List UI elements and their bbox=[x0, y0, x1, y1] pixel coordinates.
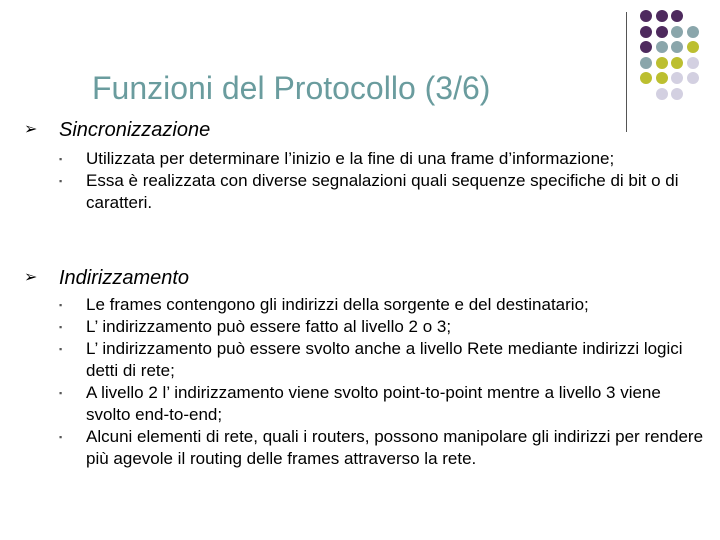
decorative-dot bbox=[671, 41, 683, 53]
decorative-dot bbox=[640, 57, 652, 69]
list-item: ▪ L’ indirizzamento può essere svolto anche a livello Rete mediante indirizzi logici detti di rete; bbox=[59, 339, 683, 380]
square-bullet-icon: ▪ bbox=[59, 300, 63, 310]
list-item: ▪ Utilizzata per determinare l’inizio e la fine di una frame d’informazione; bbox=[59, 149, 615, 168]
decorative-dot-grid bbox=[640, 10, 720, 120]
decorative-dot bbox=[671, 72, 683, 84]
section-sincronizzazione bbox=[24, 118, 704, 214]
square-bullet-icon: ▪ bbox=[59, 176, 63, 186]
decorative-dot bbox=[656, 88, 668, 100]
square-bullet-icon: ▪ bbox=[59, 344, 63, 354]
decorative-dot bbox=[640, 26, 652, 38]
title-divider bbox=[626, 12, 627, 132]
decorative-dot bbox=[656, 57, 668, 69]
decorative-dot bbox=[687, 57, 699, 69]
arrow-bullet-icon: ➢ bbox=[24, 269, 38, 286]
square-bullet-icon: ▪ bbox=[59, 154, 63, 164]
decorative-dot bbox=[656, 26, 668, 38]
list-item: ▪ A livello 2 l’ indirizzamento viene svolto point-to-point mentre a livello 3 viene svolto end-to-end; bbox=[59, 383, 661, 424]
section-title: Indirizzamento bbox=[59, 267, 190, 289]
list-item: ▪ Essa è realizzata con diverse segnalazioni quali sequenze specifiche di bit o di caratteri. bbox=[59, 171, 679, 212]
decorative-dot bbox=[656, 72, 668, 84]
decorative-dot bbox=[640, 10, 652, 22]
decorative-dot bbox=[671, 57, 683, 69]
square-bullet-icon: ▪ bbox=[59, 388, 63, 398]
decorative-dot bbox=[640, 72, 652, 84]
section-title: Sincronizzazione bbox=[59, 119, 211, 141]
decorative-dot bbox=[671, 10, 683, 22]
decorative-dot bbox=[640, 41, 652, 53]
square-bullet-icon: ▪ bbox=[59, 322, 63, 332]
decorative-dot bbox=[687, 26, 699, 38]
decorative-dot bbox=[656, 41, 668, 53]
slide-title: Funzioni del Protocollo (3/6) bbox=[92, 70, 491, 106]
arrow-bullet-icon: ➢ bbox=[24, 121, 38, 138]
decorative-dot bbox=[671, 88, 683, 100]
decorative-dot bbox=[687, 72, 699, 84]
list-item: ▪ Alcuni elementi di rete, quali i routers, possono manipolare gli indirizzi per rendere più agevole il routing delle frames attraverso la rete. bbox=[59, 427, 704, 468]
decorative-dot bbox=[656, 10, 668, 22]
section-indirizzamento bbox=[24, 266, 704, 470]
list-item: ▪ L’ indirizzamento può essere fatto al livello 2 o 3; bbox=[59, 317, 452, 336]
square-bullet-icon: ▪ bbox=[59, 432, 63, 442]
decorative-dot bbox=[671, 26, 683, 38]
list-item: ▪ Le frames contengono gli indirizzi della sorgente e del destinatario; bbox=[59, 295, 589, 314]
decorative-dot bbox=[687, 41, 699, 53]
